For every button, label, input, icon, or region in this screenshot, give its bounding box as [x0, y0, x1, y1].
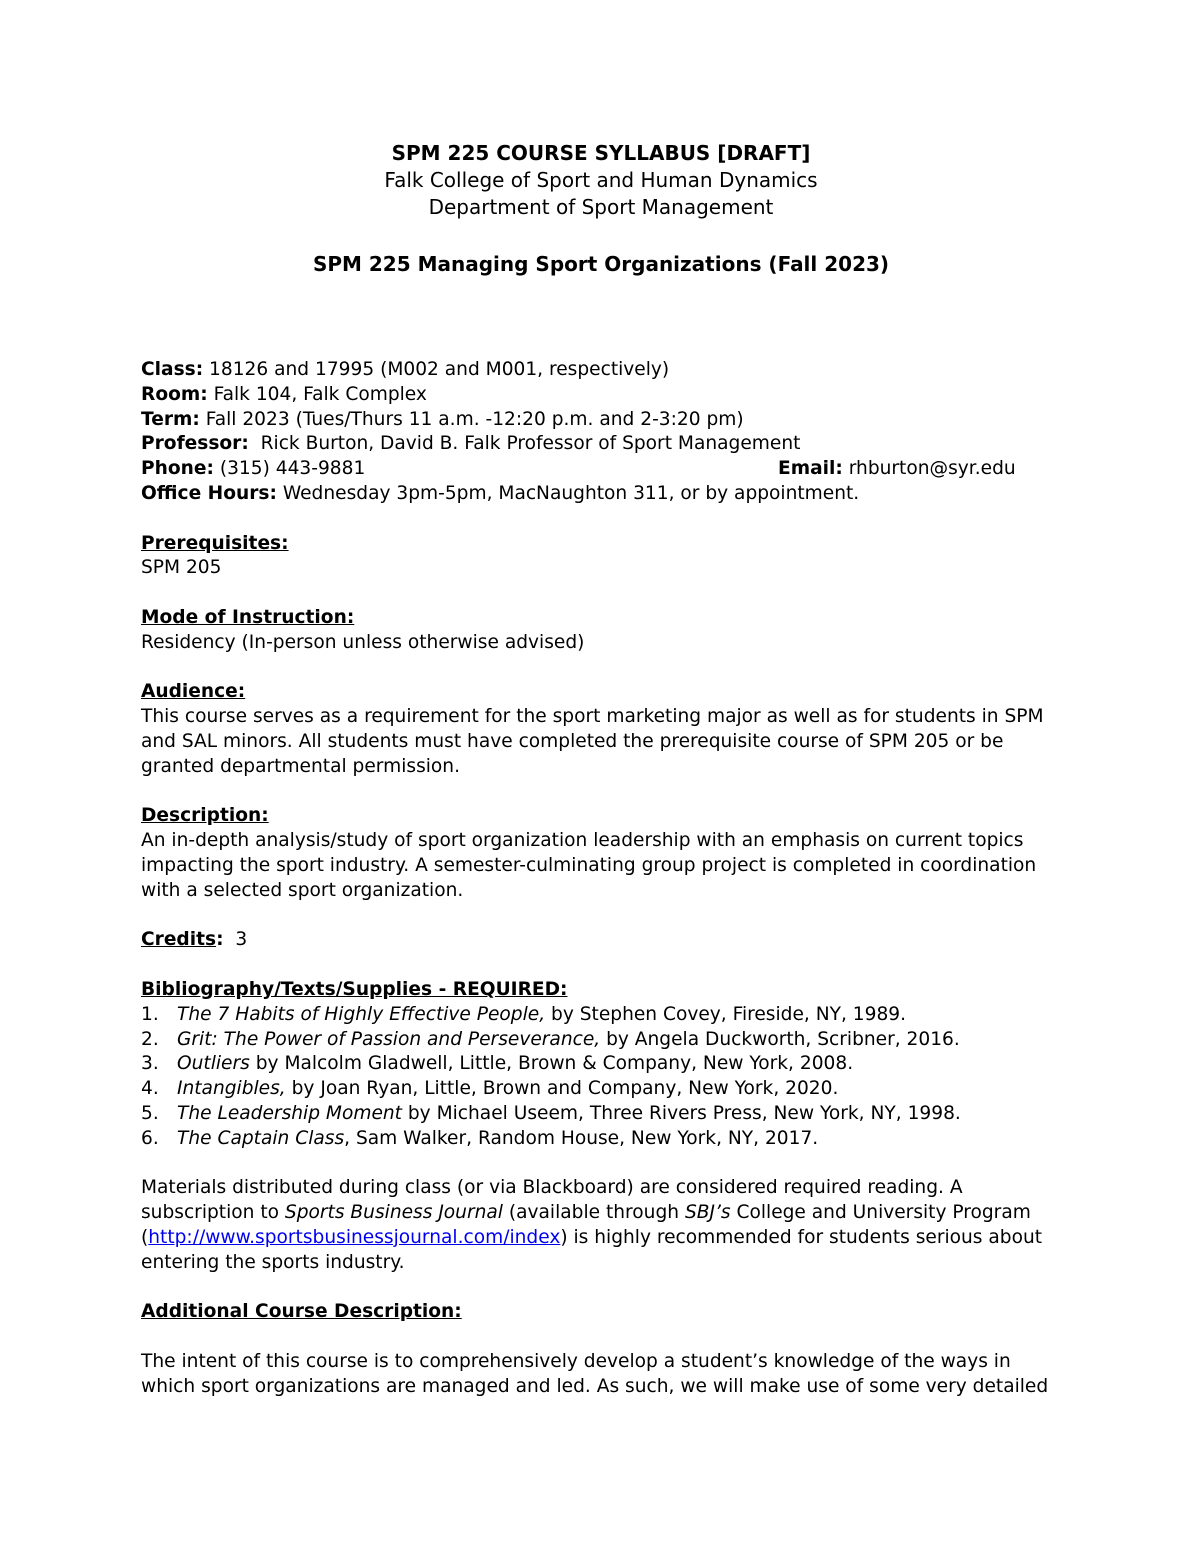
- prerequisites-heading: Prerequisites:: [141, 532, 289, 554]
- sbj-title: Sports Business Journal: [284, 1202, 503, 1224]
- list-item: [141, 1052, 1061, 1077]
- document-title: SPM 225 COURSE SYLLABUS [DRAFT]: [391, 141, 811, 165]
- email-value[interactable]: rhburton@syr.edu: [842, 458, 1016, 480]
- book-title: The Leadership Moment: [177, 1102, 402, 1124]
- mode-heading: Mode of Instruction:: [141, 606, 355, 628]
- materials-text-4: ) is highly recommended for students serious about entering the sports industry.: [141, 1226, 1043, 1273]
- credits-heading: Credits: [141, 929, 217, 951]
- term-label: Term:: [141, 408, 200, 430]
- materials-text-1: Materials distributed during class (or via Blackboard) are considered required reading. A subscription to: [141, 1177, 963, 1224]
- list-item: [141, 1127, 1061, 1152]
- book-title: The Captain Class: [177, 1127, 345, 1149]
- book-title: Grit: The Power of Passion and Perseverance,: [177, 1028, 601, 1050]
- credits-value: 3: [223, 929, 248, 951]
- list-number: 6.: [141, 1127, 159, 1149]
- list-number: 5.: [141, 1102, 159, 1124]
- audience-section: [141, 680, 1061, 779]
- room-label: Room:: [141, 383, 208, 405]
- phone-label: Phone:: [141, 458, 214, 480]
- list-item: [141, 1028, 1061, 1053]
- audience-heading: Audience:: [141, 681, 246, 703]
- materials-text-2: (available through: [502, 1202, 685, 1224]
- professor-line: [141, 432, 1061, 457]
- description-body: An in-depth analysis/study of sport organization leadership with an emphasis on current topics impacting the sport industry. A semester-culminating group project is completed in coordination with a selected sport organization.: [141, 830, 1037, 901]
- professor-label: Professor:: [141, 433, 249, 455]
- mode-section: [141, 606, 1061, 656]
- additional-section: [141, 1300, 1061, 1399]
- book-details: by Stephen Covey, Fireside, NY, 1989.: [545, 1003, 907, 1025]
- bibliography-list: [141, 1003, 1061, 1152]
- professor-value: Rick Burton, David B. Falk Professor of Sport Management: [248, 433, 801, 455]
- phone-line: [141, 457, 1061, 482]
- materials-section: [141, 1176, 1061, 1275]
- list-item: [141, 1102, 1061, 1127]
- term-line: [141, 408, 1061, 433]
- course-info: [141, 358, 1061, 507]
- sbj-link[interactable]: http://www.sportsbusinessjournal.com/index: [148, 1226, 561, 1248]
- phone-value: (315) 443-9881: [213, 458, 366, 480]
- list-number: 3.: [141, 1053, 159, 1075]
- email-group: [778, 457, 1016, 482]
- list-item: [141, 1003, 1061, 1028]
- prerequisites-body: SPM 205: [141, 557, 222, 579]
- office-hours-label: Office Hours:: [141, 482, 277, 504]
- term-value: Fall 2023 (Tues/Thurs 11 a.m. -12:20 p.m. and 2-3:20 pm): [199, 408, 744, 430]
- credits-colon: :: [216, 929, 224, 951]
- additional-heading: Additional Course Description:: [141, 1301, 462, 1323]
- college-name: Falk College of Sport and Human Dynamics: [384, 168, 818, 192]
- book-details: by Angela Duckworth, Scribner, 2016.: [600, 1028, 960, 1050]
- book-title: The 7 Habits of Highly Effective People,: [177, 1003, 546, 1025]
- class-value: 18126 and 17995 (M002 and M001, respectively): [203, 359, 670, 380]
- department-name: Department of Sport Management: [428, 195, 774, 219]
- syllabus-page: [141, 140, 1061, 1399]
- mode-body: Residency (In-person unless otherwise advised): [141, 631, 585, 653]
- bibliography-section: [141, 978, 1061, 1152]
- sbj-short: SBJ’s: [684, 1202, 731, 1224]
- list-number: 2.: [141, 1028, 159, 1050]
- book-title: Outliers: [177, 1053, 250, 1075]
- office-hours-value: Wednesday 3pm-5pm, MacNaughton 311, or by appointment.: [276, 482, 860, 504]
- book-details: , Sam Walker, Random House, New York, NY, 2017.: [344, 1127, 819, 1149]
- class-line: [141, 358, 1061, 383]
- additional-body: The intent of this course is to comprehensively develop a student’s knowledge of the ways in which sport organizations are managed and led. As such, we will make use of some very detailed: [141, 1350, 1049, 1397]
- materials-text-3: College and University Program (: [141, 1202, 1031, 1248]
- list-number: 4.: [141, 1078, 159, 1100]
- office-hours-line: [141, 482, 1061, 507]
- description-section: [141, 804, 1061, 903]
- class-label: Class:: [141, 359, 204, 380]
- prerequisites-section: [141, 532, 1061, 582]
- book-title: Intangibles,: [177, 1078, 286, 1100]
- room-line: [141, 383, 1061, 408]
- book-details: by Joan Ryan, Little, Brown and Company, New York, 2020.: [285, 1078, 839, 1100]
- bibliography-heading: Bibliography/Texts/Supplies - REQUIRED:: [141, 978, 568, 1000]
- course-title: SPM 225 Managing Sport Organizations (Fall 2023): [312, 252, 890, 276]
- book-details: by Michael Useem, Three Rivers Press, New York, NY, 1998.: [401, 1102, 961, 1124]
- credits-section: [141, 928, 1061, 953]
- audience-body: This course serves as a requirement for the sport marketing major as well as for students in SPM and SAL minors. All students must have completed the prerequisite course of SPM 205 or be granted departmental permission.: [141, 706, 1044, 777]
- email-label: Email:: [778, 458, 843, 480]
- description-heading: Description:: [141, 805, 269, 827]
- room-value: Falk 104, Falk Complex: [207, 383, 427, 405]
- book-details: by Malcolm Gladwell, Little, Brown & Company, New York, 2008.: [249, 1053, 854, 1075]
- list-number: 1.: [141, 1003, 159, 1025]
- materials-paragraph: [141, 1176, 1061, 1275]
- list-item: [141, 1077, 1061, 1102]
